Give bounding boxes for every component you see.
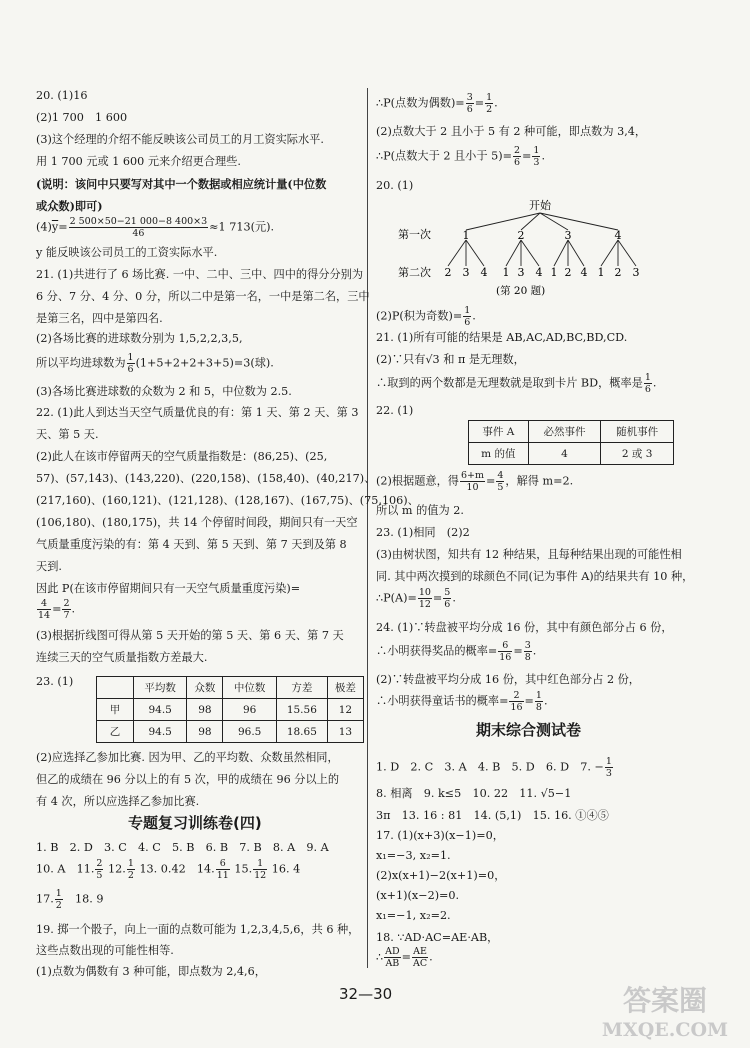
final-18-1: 18. ∵AD·AC=AE·AB， [376, 931, 499, 944]
tree-leaf: 3 [462, 266, 470, 279]
tree-node: 4 [614, 229, 622, 242]
section-title-final: 期末综合测试卷 [476, 721, 582, 739]
tree-diagram [396, 196, 666, 306]
q20-4: $(4)\overline{y}=$ $\frac{2 500\times 50-21 000-8 400\times 3}{46}$ ≈1 713(元). [36, 216, 275, 239]
q20-1: 20. (1)16 [36, 89, 88, 102]
q21-3: 是第三名，四中是第四名. [36, 312, 163, 325]
tree-leaf: 3 [517, 266, 525, 279]
q22-1: 22. (1)此人到达当天空气质量优良的有：第 1 天、第 2 天、第 3 [36, 406, 359, 419]
q19-3: (1)点数为偶数有 3 种可能，即点数为 2,4,6， [36, 965, 266, 978]
q20-3b: 用 1 700 元或 1 600 元来介绍更合理些. [36, 155, 241, 168]
q24-1: 24. (1)∵转盘被平均分成 16 份，其中有颜色部分占 6 份， [376, 621, 673, 634]
tree-leaf: 2 [564, 266, 572, 279]
tree-leaf: 1 [550, 266, 558, 279]
q23-1: 23. (1) [36, 675, 74, 688]
final-17-4: (x+1)(x−2)=0. [376, 889, 460, 902]
fraction: $\frac{2 500\times 50-21 000-8 400\times 3}{46}$ [69, 216, 208, 239]
tree-leaf: 1 [597, 266, 605, 279]
tree-branches [448, 213, 636, 266]
page-number: 32—30 [339, 985, 393, 1003]
section-title-4: 专题复习训练卷(四) [128, 814, 262, 832]
q19-2: 这些点数出现的可能性相等. [36, 944, 174, 957]
q24-2: ∴小明获得奖品的概率= $\frac{6}{16}$ = $\frac{3}{8}$ . [376, 640, 537, 663]
q21-2: 6 分、7 分、4 分、0 分，所以二中是第一名，一中是第二名，三中 [36, 290, 370, 303]
r-line3: ∴P(点数大于 2 且小于 5)= $\frac{2}{6}$ = $\frac{1}{3}$ . [376, 145, 545, 168]
q22-3: (2)此人在该市停留两天的空气质量指数是：(86,25)、(25, [36, 450, 328, 463]
tree-leaf: 3 [632, 266, 640, 279]
tree-first-label: 第一次 [398, 228, 431, 241]
event-table: 事件 A 必然事件 随机事件 m 的值 4 2 或 3 [468, 420, 674, 465]
q20-2: (2)P(积为奇数)= $\frac{1}{6}$ . [376, 305, 476, 328]
q23-1r: 23. (1)相同 (2)2 [376, 526, 470, 539]
q19-1: 19. 掷一个骰子，向上一面的点数可能为 1,2,3,4,5,6，共 6 种， [36, 923, 360, 936]
q22-1r: 22. (1) [376, 404, 414, 417]
final-18-2: ∴ $\frac{AD}{AB}$ = $\frac{AE}{AC}$ . [376, 946, 433, 969]
q20-label: 20. (1) [376, 179, 414, 192]
final-17-2: x₁=−3, x₂=1. [376, 849, 451, 862]
column-divider [367, 88, 368, 968]
tree-leaf: 4 [580, 266, 588, 279]
q20-note2: 或众数)即可) [36, 199, 103, 213]
q22-2r: (2)根据题意，得 $\frac{6+m}{10}$ = $\frac{4}{5}$ ，解得 m=2. [376, 470, 574, 493]
q21-5: 所以平均进球数为 $\frac{1}{6}$ (1+5+2+2+3+5)=3(球). [36, 352, 274, 375]
q21-2r: (2)∵只有√3 和 π 是无理数， [376, 353, 525, 366]
q23-3r: 同. 其中两次摸到的球颜色不同(记为事件 A)的结果共有 10 种， [376, 570, 694, 583]
q21-1r: 21. (1)所有可能的结果是 AB,AC,AD,BC,BD,CD. [376, 331, 628, 344]
q22-12: 连续三天的空气质量指数方差最大. [36, 651, 208, 664]
tree-start: 开始 [529, 199, 551, 212]
watermark-logo [590, 980, 740, 1042]
tree-node: 2 [517, 229, 525, 242]
stats-table: 平均数 众数 中位数 方差 极差 甲 94.5 98 96 15.56 12 乙 94.5 98 96.5 18.65 13 [96, 676, 364, 743]
tree-leaf: 4 [535, 266, 543, 279]
tree-second-label: 第二次 [398, 266, 431, 279]
q22-11: (3)根据折线图可得从第 5 天开始的第 5 天、第 6 天、第 7 天 [36, 629, 344, 642]
final-ans-12: 3π 13. 16 : 81 14. (5,1) 15. 16. ①④⑤ [376, 809, 609, 822]
final-17-3: (2)x(x+1)−2(x+1)=0， [376, 869, 506, 882]
tree-leaf: 2 [444, 266, 452, 279]
r-line1: ∴P(点数为偶数)= $\frac{3}{6}$ = $\frac{1}{2}$ . [376, 92, 498, 115]
q20-2: (2)1 700 1 600 [36, 111, 128, 124]
watermark-top: 答案圈 [622, 984, 708, 1017]
q22-7: 气质量重度污染的有：第 4 天到、第 5 天到、第 7 天到及第 8 [36, 538, 347, 551]
q22-4: 57)、(57,143)、(143,220)、(220,158)、(158,40)、(40,217)、 [36, 472, 376, 485]
answers-17: 17. $\frac{1}{2}$ 18. 9 [36, 888, 104, 911]
final-ans-1: 1. D 2. C 3. A 4. B 5. D 6. D 7. − $\frac{1}{3}$ [376, 756, 612, 779]
q21-3r: ∴取到的两个数都是无理数就是取到卡片 BD，概率是 $\frac{1}{6}$ . [376, 372, 657, 395]
q21-6: (3)各场比赛进球数的众数为 2 和 5，中位数为 2.5. [36, 385, 292, 398]
tree-leaf: 1 [502, 266, 510, 279]
tree-node: 3 [564, 229, 572, 242]
q20-4b: y 能反映该公司员工的工资实际水平. [36, 246, 218, 259]
q20-note: (说明：该问中只要写对其中一个数据或相应统计量(中位数 [36, 177, 327, 191]
r-line2: (2)点数大于 2 且小于 5 有 2 种可能，即点数为 3,4， [376, 125, 647, 138]
q23-2: (2)应选择乙参加比赛. 因为甲、乙的平均数、众数虽然相同， [36, 751, 339, 764]
answers-1: 1. B 2. D 3. C 4. C 5. B 6. B 7. B 8. A 9. A [36, 841, 329, 854]
q24-3: (2)∵转盘被平均分成 16 份，其中红色部分占 2 份， [376, 673, 640, 686]
tree-leaf: 4 [480, 266, 488, 279]
q21-1: 21. (1)共进行了 6 场比赛. 一中、二中、三中、四中的得分分别为 [36, 268, 364, 281]
tree-caption: (第 20 题) [496, 285, 546, 297]
q21-4: (2)各场比赛的进球数分别为 1,5,2,2,3,5, [36, 332, 243, 345]
q20-3: (3)这个经理的介绍不能反映该公司员工的月工资实际水平. [36, 133, 324, 146]
q22-2: 天、第 5 天. [36, 428, 99, 441]
q22-5: (217,160)、(160,121)、(121,128)、(128,167)、(167,75)、(75,106)、 [36, 494, 419, 507]
tree-node: 1 [462, 229, 470, 242]
watermark-bottom: MXQE.COM [601, 1019, 729, 1041]
q24-4: ∴小明获得童话书的概率= $\frac{2}{16}$ = $\frac{1}{8}$ . [376, 690, 548, 713]
answers-10: 10. A 11. $\frac{2}{5}$ 12. $\frac{1}{2}$ 13. 0.42 14. $\frac{6}{11}$ 15. $\frac{1}{12}$ 16. 4 [36, 858, 301, 881]
final-ans-8: 8. 相离 9. k≤5 10. 22 11. √5−1 [376, 787, 572, 800]
q22-8: 天到. [36, 560, 62, 573]
final-17-1: 17. (1)(x+3)(x−1)=0， [376, 829, 504, 842]
q23-3: 但乙的成绩在 96 分以上的有 5 次，甲的成绩在 96 分以上的 [36, 773, 340, 786]
q23-4: 有 4 次，所以应选择乙参加比赛. [36, 795, 200, 808]
final-17-5: x₁=−1, x₂=2. [376, 909, 451, 922]
tree-leaf: 2 [614, 266, 622, 279]
q22-9: 因此 P(在该市停留期间只有一天空气质量重度污染)= [36, 582, 301, 595]
q23-2r: (3)由树状图，知共有 12 种结果，且每种结果出现的可能性相 [376, 548, 682, 561]
q22-3r: 所以 m 的值为 2. [376, 504, 464, 517]
q22-10: $\frac{4}{14}$ = $\frac{2}{7}$ . [38, 598, 76, 621]
q22-6: (106,180)、(180,175)，共 14 个停留时间段，期间只有一天空 [36, 516, 358, 529]
q23-4r: ∴P(A)= $\frac{10}{12}$ = $\frac{5}{6}$ . [376, 587, 456, 610]
